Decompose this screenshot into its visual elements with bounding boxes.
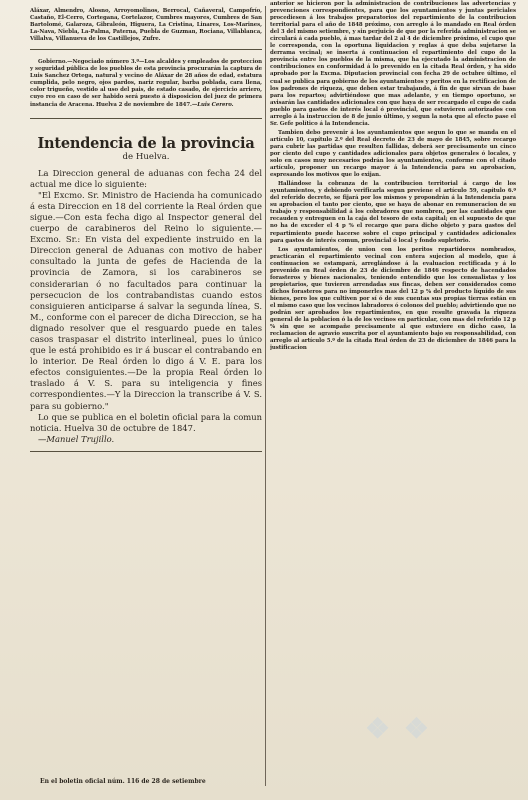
gobierno-signature: Luis Cerero. [197,101,234,108]
intendencia-order-paragraph: "El Excmo. Sr. Ministro de Hacienda ha comunicado á esta Direccion en 18 del corriente la Real órden que sigue.—Con esta fecha digo al Inspector general del cuerpo de carabineros del Reino lo siguiente.—Excmo. Sr.: En vista del expediente instruido en la Direccion general de Aduanas con motivo de haber consultado la junta de gefes de Hacienda de la provincia de Zamora, si los carabineros se considerarian ó no facultados para continuar la persecucion de los contrabandistas cuando estos consiguieren anticiparse á salvar la segunda línea, S. M., conforme con el parecer de dicha Direccion, se ha dignado resolver que el resguardo puede en tales casos traspasar el distrito interlineal, pues lo único que le está prohibido es ir á buscar el contrabando en lo interior. De Real órden lo digo á V. E. para los efectos consiguientes.—De la propia Real órden lo traslado á V. S. para su inteligencia y fines correspondientes.—Y la Direccion la transcribe á V. S. para su gobierno." [30,189,262,411]
right-paragraph-4: Los ayuntamientos, de union con los peritos repartidores nombrados, practicarán el repartimiento vecinal con entera sujecion al modelo, que á continuacion se estampará, arreglándose á la evaluacion rectificada y á lo prevenido en Real órden de 23 de diciembre de 1846 respecto de hacendados forasteros y bienes nacionales, teniendo entendido que los censualistas y los propietarios, que tuvieren arrendadas sus fincas, deben ser considerados como dichos forasteros para no imponerles mas del 12 p % del producto líquido de sus bienes, pero los que cultiven por sí ó de sus cuentas sus propias tierras están en el mismo caso que los vecinos labradores ó colonos del pueblo; advirtiendo que no podrán ser aprobados los repartimientos, en que resulte gravada la riqueza general de la poblacion ó la de los vecinos en particular, con mas del referido 12 p % sin que se acompañe precisamente al que estuviere en dicho caso, la reclamacion de agravio suscrita por el ayuntamiento bajo su responsabilidad, con arreglo al artículo 5.º de la citada Real órden de 23 de diciembre de 1846 para la justificacion [270,246,516,352]
gobierno-notice-paragraph [30,59,262,108]
section-divider [30,118,262,119]
column-divider [265,6,266,786]
intendencia-signature: —Manuel Trujillo. [38,433,115,444]
intendencia-subheading: de Huelva. [122,151,170,162]
intendencia-heading: Intendencia de la provincia [37,134,255,152]
section-divider [30,49,262,50]
right-column [270,0,516,800]
right-paragraph-3: Hallándose la cobranza de la contribucion territorial á cargo de los ayuntamientos, y debiendo verificarla segun previene el artículo 59, capítulo 6.º del referido decreto, se fijará por los mismos y propondrán á la Intendencia para su aprobacion el tanto por ciento, que se haya de abonar en remuneracion de su trabajo y responsabilidad á los cobradores que nombren, por las cantidades que recauden y entreguen en la caja del tesoro de esta capital; en el supuesto de que no ha de exceder el 4 p % el recargo que para dicho objeto y para gastos del repartimiento puede hacerse sobre el cupo principal y cantidades adicionales para gastos de interés comun, provincial ó local y fondo supletorio. [270,181,516,244]
intendencia-intro-paragraph: La Direccion general de aduanas con fecha 24 del actual me dice lo siguiente: [30,167,262,189]
towns-list-paragraph: Aláxar, Almendro, Alosno, Arroyomolinos, Berrocal, Cañaveral, Campofrío, Castaño, El-Cerro, Cortegana, Cortelazor, Cumbres mayores, Cumbres de San Bartolomé, Galaroza, Gibraleón, Higuera, La Cristina, Linares, Los-Marines, La-Nava, Niebla, La-Palma, Paterna, Puebla de Guzman, Rociana, Villablanca, Villalva, Villanueva de los Castillejos, Zufre. [30,8,262,43]
left-column [30,0,262,800]
watermark-shape: ❖ ❖ [365,712,431,745]
right-paragraph-1: anterior se hicieron por la administracion de contribuciones las advertencias y prevenciones correspondientes, para que los ayuntamientos y juntas periciales procediesen á los trabajos preparatorios del repartimiento de la contribucion territorial para el año de 1848 próximo, con arreglo á lo mandado en Real órden del 3 del mismo setiembre, y sin perjuicio de que por la referida administracion se circulará á cada pueblo, á mas tardar del 2 al 4 de diciembre próximo, el cupo que le corresponda, con la oportuna liquidacion y reglas á que deba sujetarse la derrama vecinal; se inserta á continuacion el repartimiento del cupo de la provincia entre los pueblos de la misma, que ha ejecutado la administracion de contribuciones en conformidad á lo prevenido en la citada Real órden, y ha sido aprobado por la Excma. Diputacion provincial con fecha 29 de octubre último, el cual se publica para gobierno de los ayuntamientos y peritos en la rectificacion de los padrones de riqueza, que deben estar trabajando, á fin de que sirvan de base para los repartos; advirtiéndose que mas adelante, y en tiempo oportuno, se avisarán las cantidades adicionales con que haya de ser recargado el cupo de cada pueblo para gastos de interés local ó provincial, que estuvieren autorizados con arreglo á la instruccion de 8 de junio último, y segun la nota que al efecto pase el Sr. Gefe político á la Intendencia. [270,1,516,127]
section-divider [30,451,262,452]
intendencia-publication-paragraph: Lo que se publica en el boletin oficial para la comun noticia. Huelva 30 de octubre de 1847. [30,411,262,433]
footer-line: En el boletin oficial núm. 116 de 28 de setiembre [40,778,206,785]
gobierno-notice-text: Gobierno.—Negociado número 3.º—Los alcaldes y empleados de proteccion y seguridad pública de los pueblos de esta provincia procurarán la captura de Luis Sanchez Ortega, natural y vecino de Aláxar de 28 años de edad, estatura cumplida, pelo negro, ojos pardos, nariz regular, barba poblada, cara llena, color trigueño, vestido al uso del pais, de estado casado, de ejercicio arriero, cuyo reo en caso de ser habido será puesto á disposicion del juez de primera instancia de Aracena. Huelva 2 de noviembre de 1847.— [30,59,262,108]
right-paragraph-2: Tambien debo prevenir á los ayuntamientos que segun lo que se manda en el artículo 10, capítulo 2.º del Real decreto de 23 de mayo de 1845, sobre recargo para cubrir las partidas que resulten fallidas, deberá ser precisamente un cinco por ciento del cupo y cantidades adicionales para objetos generales ó locales, y solo en casos muy necesarios podrán los ayuntamientos, conforme con el citado artículo, proponer un recargo mayor á la Intendencia para su aprobacion, espresando los motivos que lo exijan. [270,129,516,179]
